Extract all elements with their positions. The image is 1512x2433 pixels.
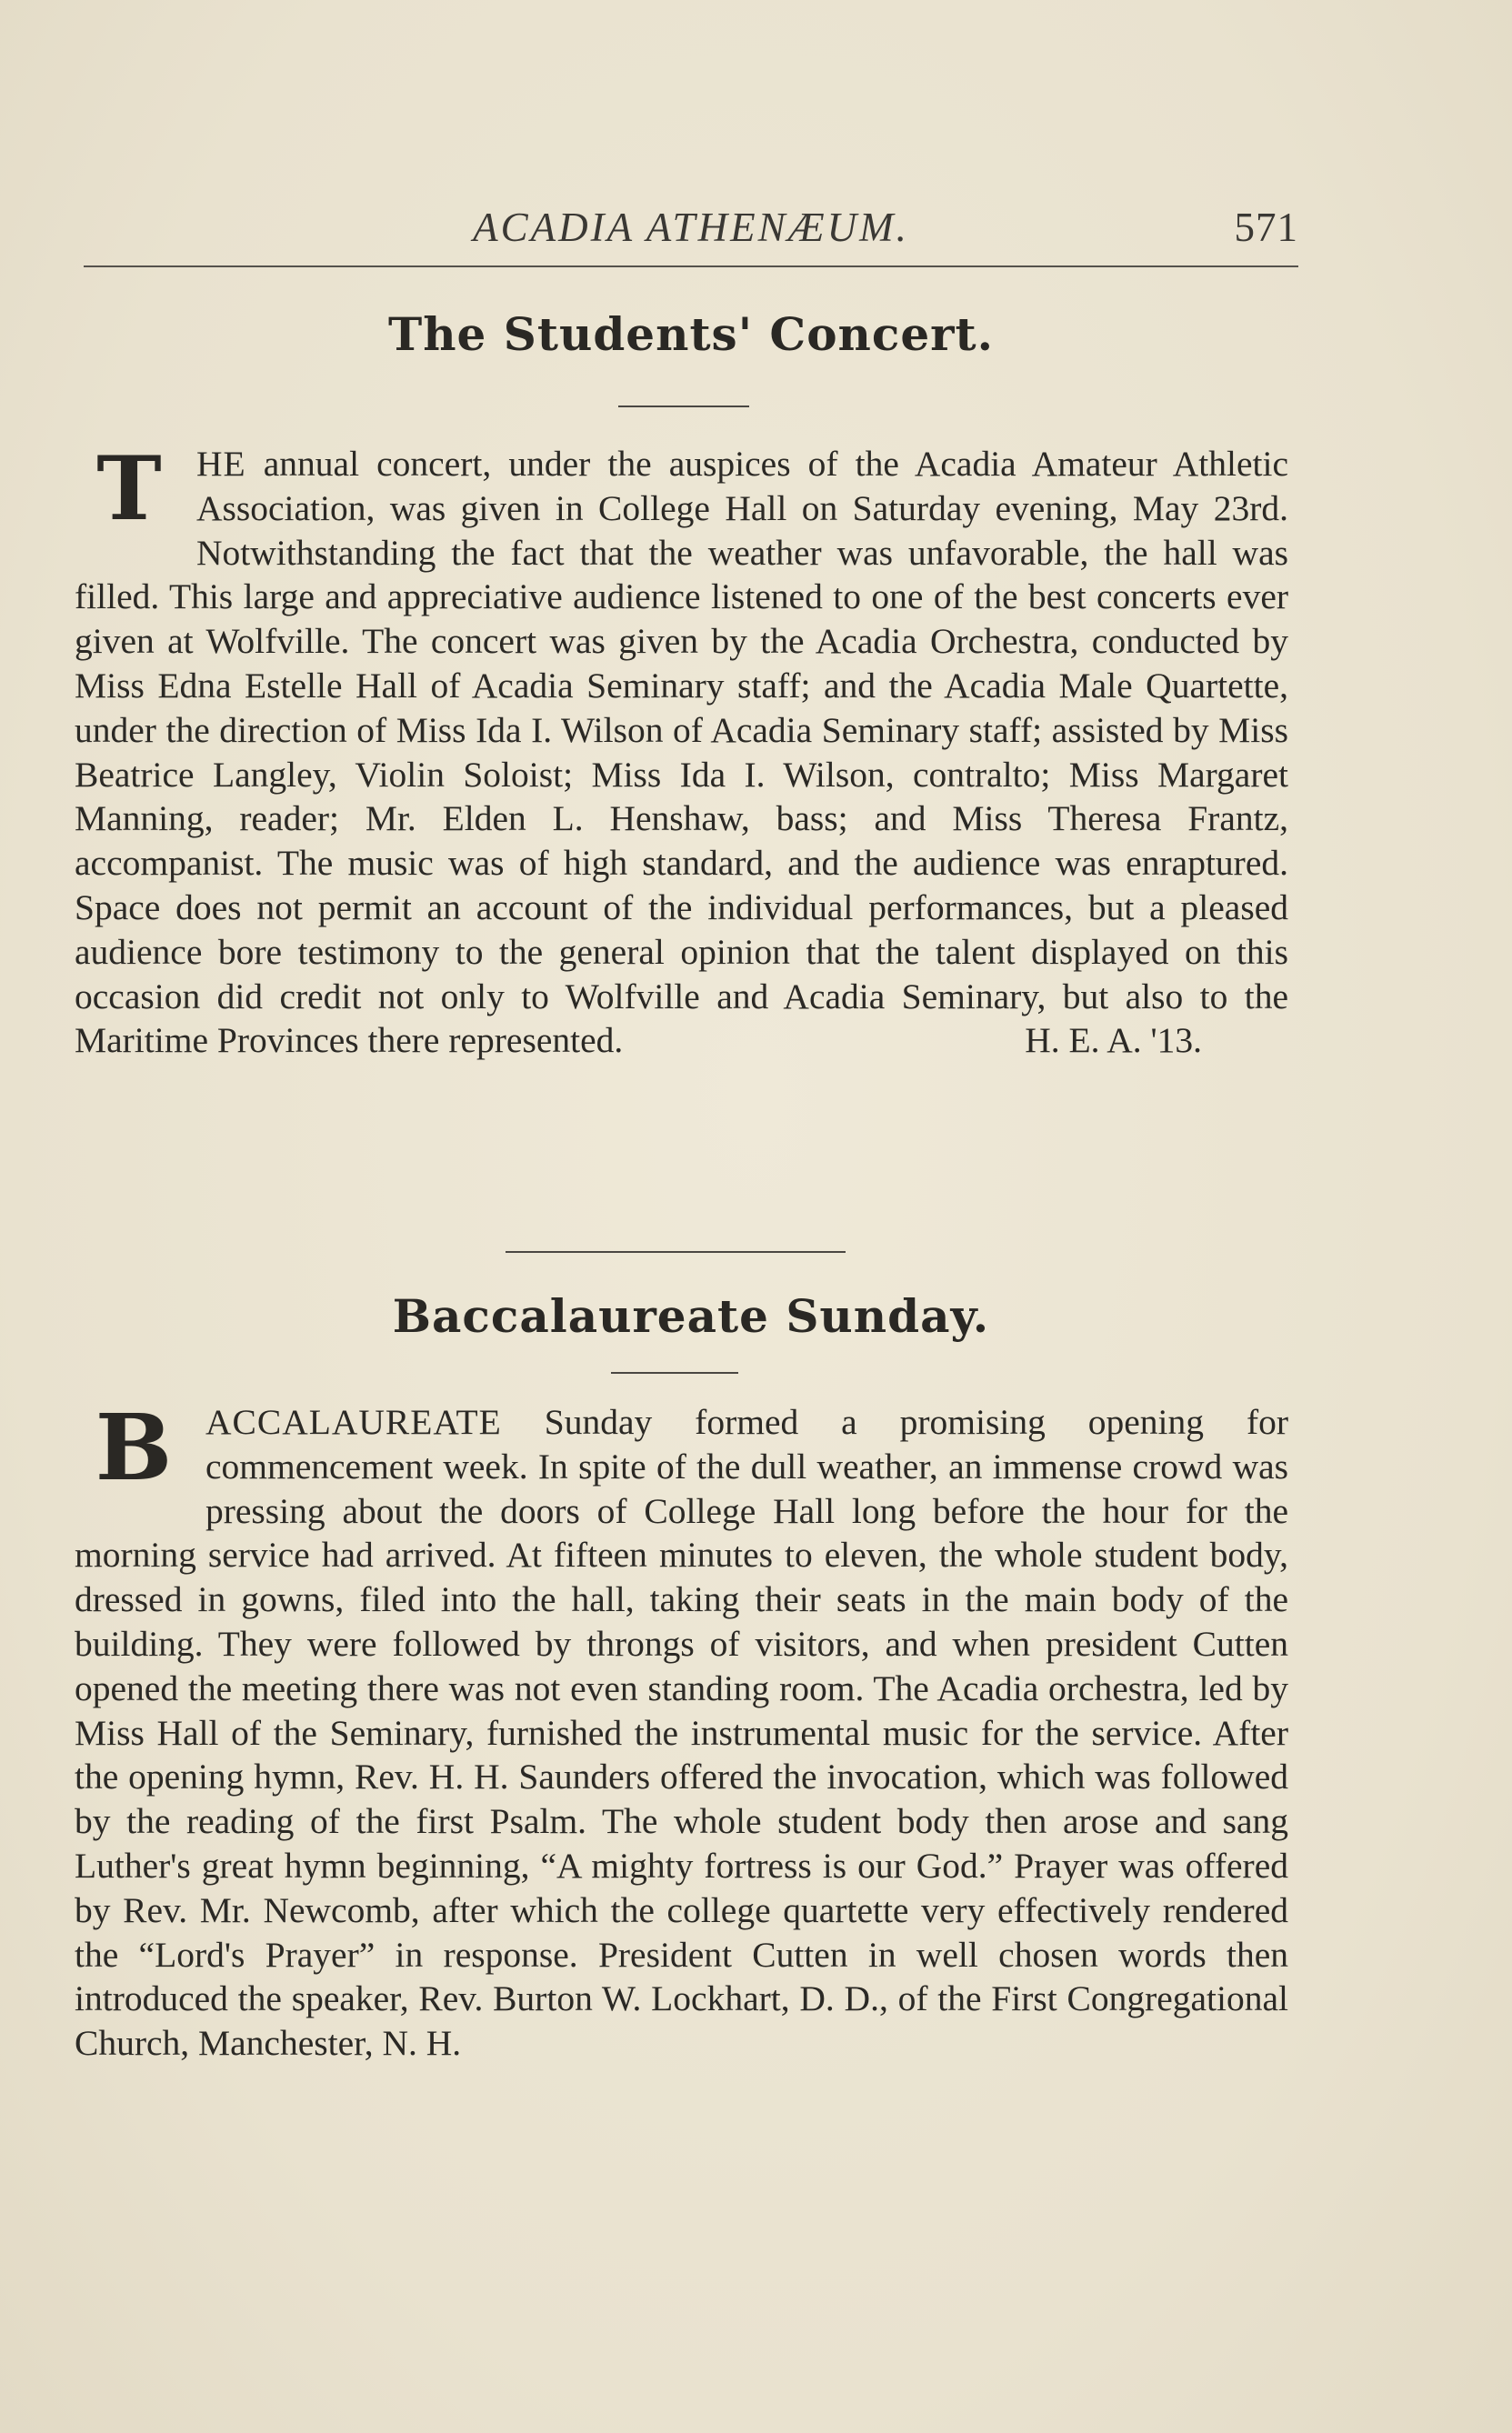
concert-signature: H. E. A. '13. [1025,1020,1202,1061]
running-title: ACADIA ATHENÆUM. [473,205,909,250]
baccalaureate-article [75,1394,1288,2066]
concert-body: annual concert, under the auspices of the Acadia Amateur Athletic Association, was given in College Hall on Saturday evening, May 23rd. Notwithstanding the fact that the weather was unfavorable, the hall was filled. This large and appreciative audience listened to one of the best concerts ever given at Wolfville. The concert was given by the Acadia Orchestra, conducted by Miss Edna Estelle Hall of Acadia Seminary staff; and the Acadia Male Quartette, under the direction of Miss Ida I. Wilson of Acadia Seminary staff; assisted by Miss Beatrice Langley, Violin Soloist; Miss Ida I. Wilson, contralto; Miss Margaret Manning, reader; Mr. Elden L. Henshaw, bass; and Miss Theresa Frantz, accompanist. The music was of high standard, and the audience was enraptured. Space does not permit an account of the individual performances, but a pleased audience bore testimony to the general opinion that the talent displayed on this occasion did credit not only to Wolfville and Acadia Seminary, but also to the Maritime Provinces there represented. [75,444,1288,1061]
running-head [84,204,1298,258]
baccalaureate-title-rule [611,1372,738,1374]
baccalaureate-title: Baccalaureate Sunday. [392,1289,990,1343]
baccalaureate-lead-word: ACCALAUREATE [205,1402,502,1442]
header-rule [84,265,1298,267]
page-number: 571 [1234,205,1298,250]
section-divider [506,1251,846,1253]
concert-title: The Students' Concert. [387,307,995,361]
concert-title-rule [618,406,749,407]
baccalaureate-dropcap: B [95,1394,173,1501]
baccalaureate-body: Sunday formed a promising opening for commencement week. In spite of the dull weather, an immense crowd was pressing about the doors of College Hall long before the hour for the morning service had arrived. At fifteen minutes to eleven, the whole student body, dressed in gowns, filed into the hall, taking their seats in the main body of the building. They were followed by throngs of visitors, and when president Cutten opened the meeting there was not even standing room. The Acadia orchestra, led by Miss Hall of the Seminary, furnished the instrumental music for the service. After the opening hymn, Rev. H. H. Saunders offered the invocation, which was followed by the reading of the first Psalm. The whole student body then arose and sang Luther's great hymn beginning, “A mighty fortress is our God.” Prayer was offered by Rev. Mr. Newcomb, after which the college quartette very effectively rendered the “Lord's Prayer” in response. President Cutten in well chosen words then introduced the speaker, Rev. Burton W. Lockhart, D. D., of the First Congregational Church, Manchester, N. H. [75,1402,1288,2064]
concert-dropcap: T [96,437,162,540]
concert-lead-word: HE [196,444,246,484]
concert-article [75,437,1288,1063]
